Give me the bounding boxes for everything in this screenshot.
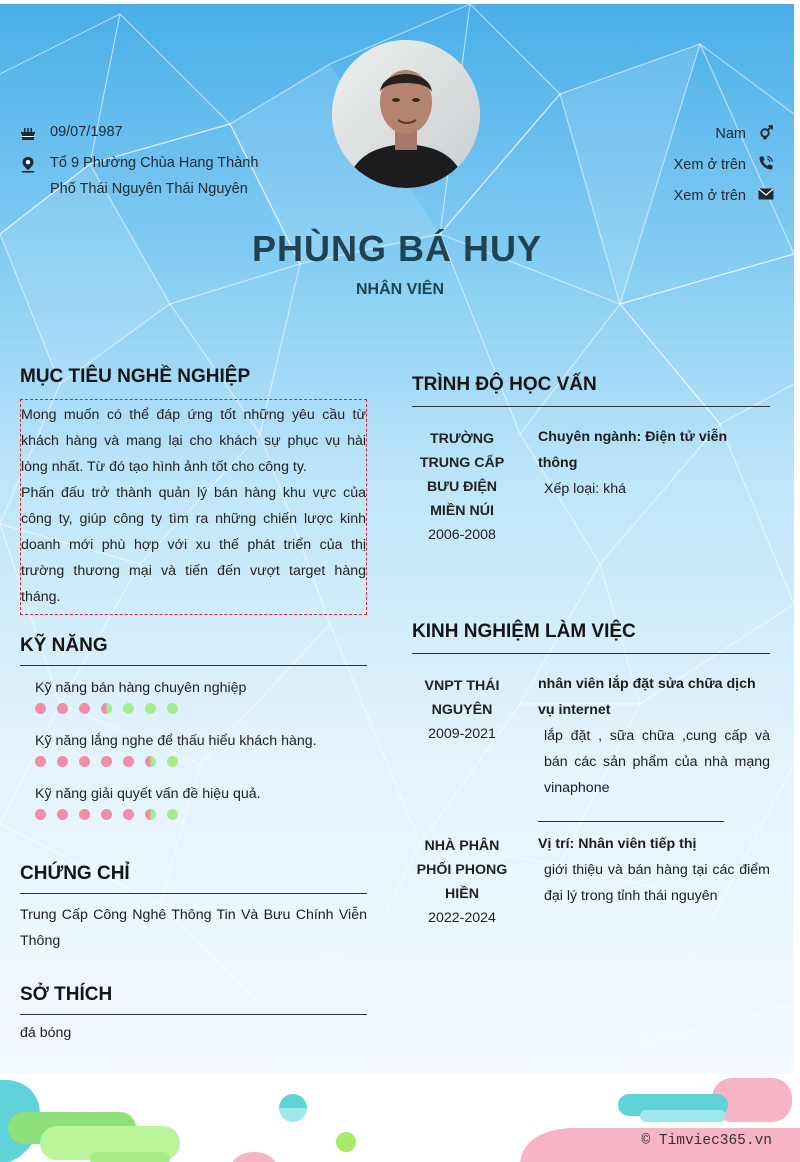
experience-position: Vị trí: Nhân viên tiếp thị bbox=[538, 836, 697, 852]
personal-info-left bbox=[20, 124, 258, 212]
experience-item bbox=[412, 834, 770, 930]
experience-details bbox=[538, 674, 770, 822]
rating-dot bbox=[57, 756, 68, 767]
skills-list bbox=[20, 680, 367, 820]
skill-name: Kỹ năng lắng nghe để thấu hiểu khách hàng. bbox=[35, 733, 317, 749]
rating-dot bbox=[57, 809, 68, 820]
objective-title: MỤC TIÊU NGHỀ NGHIỆP bbox=[20, 366, 251, 387]
address-line-1: Tổ 9 Phường Chùa Hang Thành bbox=[50, 155, 259, 171]
certificates-divider bbox=[20, 893, 367, 894]
rating-dot bbox=[35, 756, 46, 767]
education-item bbox=[412, 427, 770, 547]
education-divider bbox=[412, 406, 770, 407]
skill-item bbox=[20, 733, 367, 767]
experience-years: 2022-2024 bbox=[428, 910, 496, 926]
mail-icon bbox=[758, 187, 774, 205]
cake-icon bbox=[20, 124, 50, 145]
candidate-role: NHÂN VIÊN bbox=[355, 281, 444, 298]
email-row bbox=[674, 186, 774, 206]
company-name-line: PHỐI PHONG bbox=[416, 862, 508, 878]
skill-rating bbox=[35, 703, 367, 714]
school-name-line: MIỀN NÚI bbox=[430, 503, 494, 519]
email: Xem ở trên bbox=[673, 188, 746, 204]
school-name-line: TRUNG CẤP bbox=[419, 455, 505, 471]
objective-box bbox=[20, 399, 367, 615]
left-column bbox=[20, 366, 367, 1041]
rating-dot bbox=[101, 703, 112, 714]
education-details bbox=[538, 427, 770, 547]
rating-dot bbox=[79, 809, 90, 820]
address-line-2: Phố Thái Nguyên Thái Nguyên bbox=[50, 181, 248, 197]
rating-dot bbox=[101, 809, 112, 820]
rating-dot bbox=[167, 703, 178, 714]
hobbies-divider bbox=[20, 1014, 367, 1015]
phone: Xem ở trên bbox=[673, 157, 746, 173]
right-column bbox=[412, 374, 770, 930]
education-grade: Xếp loại: khá bbox=[544, 481, 627, 497]
personal-info-right bbox=[674, 124, 774, 217]
rating-dot bbox=[79, 703, 90, 714]
certificates-text: Trung Cấp Công Nghê Thông Tin Và Bưu Chính Viễn Thông bbox=[20, 907, 367, 949]
skill-rating bbox=[35, 756, 367, 767]
company-name-line: NGUYÊN bbox=[431, 702, 493, 718]
company-name-line: VNPT THÁI bbox=[424, 678, 500, 694]
hobbies-title: SỞ THÍCH bbox=[20, 984, 113, 1005]
rating-dot bbox=[167, 756, 178, 767]
experience-position: nhân viên lắp đặt sửa chữa dịch vụ internet bbox=[538, 676, 756, 718]
experience-description: giới thiệu và bán hàng tại các điểm đại lý trong tỉnh thái nguyên bbox=[544, 862, 770, 904]
rating-dot bbox=[35, 809, 46, 820]
school-name-line: BƯU ĐIỆN bbox=[426, 479, 498, 495]
gender-icon bbox=[758, 124, 774, 144]
rating-dot bbox=[101, 756, 112, 767]
rating-dot bbox=[79, 756, 90, 767]
experience-item bbox=[412, 674, 770, 822]
education-title: TRÌNH ĐỘ HỌC VẤN bbox=[412, 374, 597, 395]
location-pin-icon bbox=[20, 155, 50, 177]
rating-dot bbox=[145, 756, 156, 767]
skill-item bbox=[20, 786, 367, 820]
skill-name: Kỹ năng giải quyết vấn đề hiệu quả. bbox=[35, 786, 261, 802]
objective-paragraph-2: Phấn đấu trở thành quản lý bán hàng khu vực của công ty, giúp công ty tìm ra những chiến lược kinh doanh mới phù hợp với xu thế phát triển của thị trường thương mại và tiến đến vượt target hàng tháng. bbox=[21, 485, 366, 605]
hobbies-text: đá bóng bbox=[20, 1025, 72, 1041]
skills-divider bbox=[20, 665, 367, 666]
company-name-line: NHÀ PHÂN bbox=[424, 838, 500, 854]
phone-row bbox=[674, 155, 774, 175]
address-row bbox=[20, 155, 258, 202]
gender-row bbox=[674, 124, 774, 144]
experience-details bbox=[538, 834, 770, 930]
experience-separator bbox=[538, 821, 724, 822]
school-name-line: TRƯỜNG bbox=[429, 431, 495, 447]
rating-dot bbox=[145, 809, 156, 820]
skill-rating bbox=[35, 809, 367, 820]
education-major: Chuyên ngành: Điện tử viễn thông bbox=[538, 429, 728, 471]
experience-divider bbox=[412, 653, 770, 654]
company-block bbox=[412, 834, 512, 930]
rating-dot bbox=[57, 703, 68, 714]
candidate-name: PHÙNG BÁ HUY bbox=[251, 228, 542, 269]
objective-paragraph-1: Mong muốn có thể đáp ứng tốt những yêu cầu từ khách hàng và mang lại cho khách sự phục vụ hài lòng nhất. Từ đó tạo hình ảnh tốt cho công ty. bbox=[21, 407, 366, 475]
experience-description: lắp đặt , sữa chữa ,cung cấp và bán các sản phẩm của nhà mạng vinaphone bbox=[544, 728, 770, 796]
phone-icon bbox=[758, 155, 774, 175]
rating-dot bbox=[123, 703, 134, 714]
rating-dot bbox=[123, 756, 134, 767]
certificates-title: CHỨNG CHỈ bbox=[20, 863, 130, 884]
footer-credit: © Timviec365.vn bbox=[641, 1133, 772, 1149]
school-block bbox=[412, 427, 512, 547]
birth-date-row bbox=[20, 124, 258, 145]
rating-dot bbox=[167, 809, 178, 820]
rating-dot bbox=[145, 703, 156, 714]
birth-date: 09/07/1987 bbox=[50, 124, 123, 140]
skill-item bbox=[20, 680, 367, 714]
experience-title: KINH NGHIỆM LÀM VIỆC bbox=[412, 621, 636, 642]
skills-title: KỸ NĂNG bbox=[20, 635, 108, 656]
rating-dot bbox=[123, 809, 134, 820]
rating-dot bbox=[35, 703, 46, 714]
avatar bbox=[332, 40, 480, 188]
education-years: 2006-2008 bbox=[428, 527, 496, 543]
skill-name: Kỹ năng bán hàng chuyên nghiệp bbox=[35, 680, 247, 696]
experience-years: 2009-2021 bbox=[428, 726, 496, 742]
company-name-line: HIỀN bbox=[445, 886, 479, 902]
gender: Nam bbox=[715, 126, 746, 142]
company-block bbox=[412, 674, 512, 822]
